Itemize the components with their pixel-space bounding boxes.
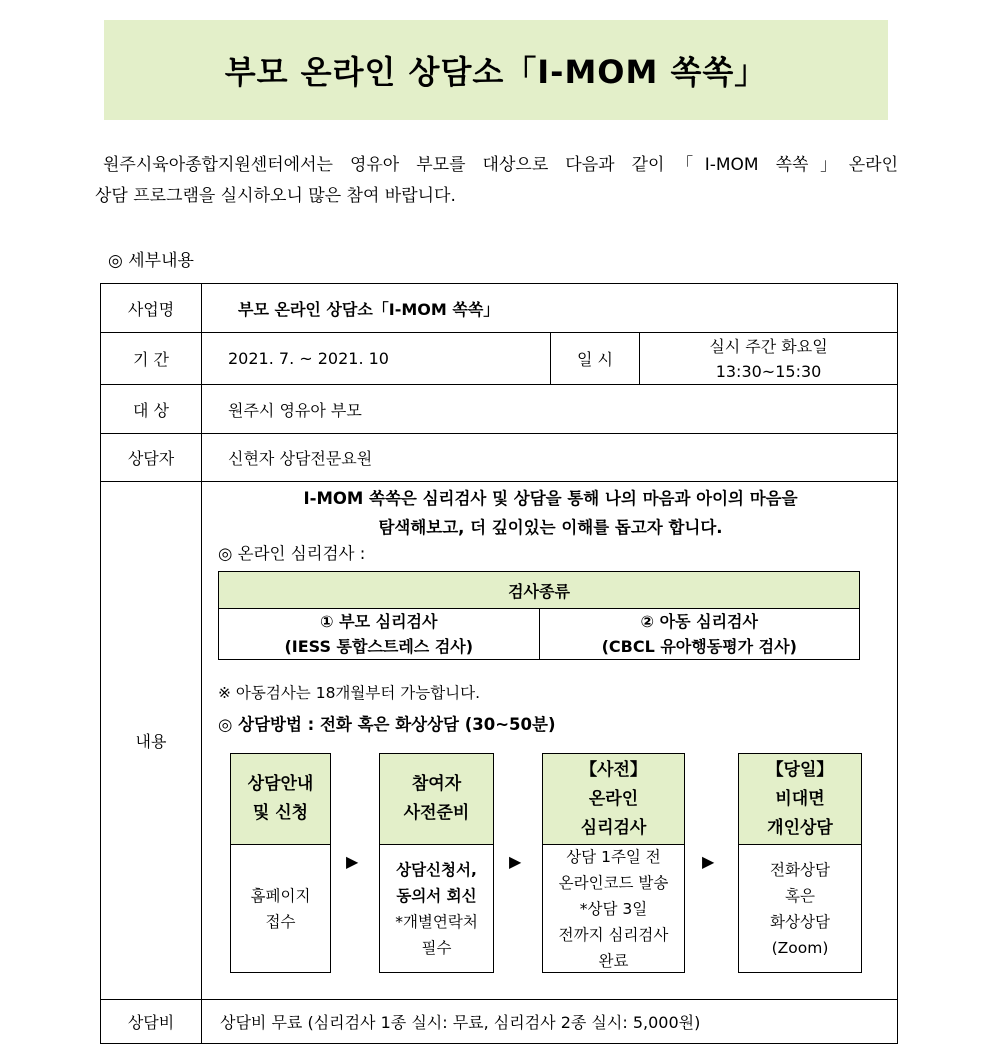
details-table <box>100 283 898 1044</box>
when-value <box>640 333 898 385</box>
child-test-desc: (CBCL 유아행동평가 검사) <box>601 637 797 656</box>
when-line-1: 실시 주간 화요일 <box>709 336 828 356</box>
fee-label: 상담비 <box>101 1000 202 1044</box>
row-content <box>101 482 898 1000</box>
online-test-label: ◎ 온라인 심리검사 : <box>218 544 366 563</box>
period-label: 기 간 <box>101 333 202 385</box>
step-4-box <box>738 753 862 973</box>
section-label: ◎ 세부내용 <box>108 251 194 271</box>
title-banner <box>104 20 888 120</box>
method-label: ◎ 상담방법 : 전화 혹은 화상상담 (30~50분) <box>218 715 556 734</box>
program-value: 부모 온라인 상담소「I-MOM 쏙쏙」 <box>202 284 898 333</box>
intro-line-2: 상담 프로그램을 실시하오니 많은 참여 바랍니다. <box>95 186 456 206</box>
arrow-right-icon: ▶ <box>702 852 715 871</box>
parent-test-title: ① 부모 심리검사 <box>320 612 438 631</box>
step-3-box <box>542 753 685 973</box>
intro-paragraph <box>95 150 898 212</box>
step-1-head: 상담안내 및 신청 <box>231 754 330 845</box>
program-label: 사업명 <box>101 284 202 333</box>
arrow-right-icon: ▶ <box>509 852 522 871</box>
target-label: 대 상 <box>101 385 202 434</box>
parent-test-desc: (IESS 통합스트레스 검사) <box>284 637 474 656</box>
content-intro <box>202 484 899 542</box>
step-2-box <box>379 753 494 973</box>
step-3-head: 【사전】 온라인 심리검사 <box>543 754 684 845</box>
row-period <box>101 333 898 385</box>
row-fee <box>101 1000 898 1044</box>
target-value: 원주시 영유아 부모 <box>202 385 898 434</box>
row-program <box>101 284 898 333</box>
step-1-body: 홈페이지 접수 <box>250 886 311 931</box>
parent-test-cell <box>219 609 540 660</box>
counselor-label: 상담자 <box>101 434 202 482</box>
fee-value: 상담비 무료 (심리검사 1종 실시: 무료, 심리검사 2종 실시: 5,000원) <box>202 1000 898 1044</box>
child-test-title: ② 아동 심리검사 <box>640 612 758 631</box>
content-intro-line-1: I-MOM 쏙쏙은 심리검사 및 상담을 통해 나의 마음과 아이의 마음을 <box>303 489 798 508</box>
content-cell <box>202 482 898 1000</box>
when-line-2: 13:30~15:30 <box>715 361 822 381</box>
period-value: 2021. 7. ~ 2021. 10 <box>202 333 551 385</box>
content-label: 내용 <box>101 482 202 1000</box>
step-4-head: 【당일】 비대면 개인상담 <box>739 754 861 845</box>
test-type-header: 검사종류 <box>219 572 860 609</box>
test-type-table <box>218 571 860 660</box>
step-2-body: 상담신청서, 동의서 회신 *개별연락처 필수 <box>395 860 478 957</box>
counselor-value: 신현자 상담전문요원 <box>202 434 898 482</box>
step-2-head: 참여자 사전준비 <box>380 754 493 845</box>
arrow-right-icon: ▶ <box>346 852 359 871</box>
row-counselor <box>101 434 898 482</box>
step-3-body: 상담 1주일 전 온라인코드 발송 *상담 3일 전까지 심리검사 완료 <box>558 847 669 970</box>
step-1-box <box>230 753 331 973</box>
age-note: ※ 아동검사는 18개월부터 가능합니다. <box>218 684 481 702</box>
intro-line-1: 원주시육아종합지원센터에서는 영유아 부모를 대상으로 다음과 같이「I-MOM 쏙쏙」온라인 <box>103 155 898 175</box>
content-intro-line-2: 탐색해보고, 더 깊이있는 이해를 돕고자 합니다. <box>378 518 723 537</box>
row-target <box>101 385 898 434</box>
page-title: 부모 온라인 상담소「I-MOM 쏙쏙」 <box>224 53 768 91</box>
when-label: 일 시 <box>551 333 640 385</box>
child-test-cell <box>539 609 860 660</box>
step-4-body: 전화상담 혹은 화상상담 (Zoom) <box>770 860 830 957</box>
